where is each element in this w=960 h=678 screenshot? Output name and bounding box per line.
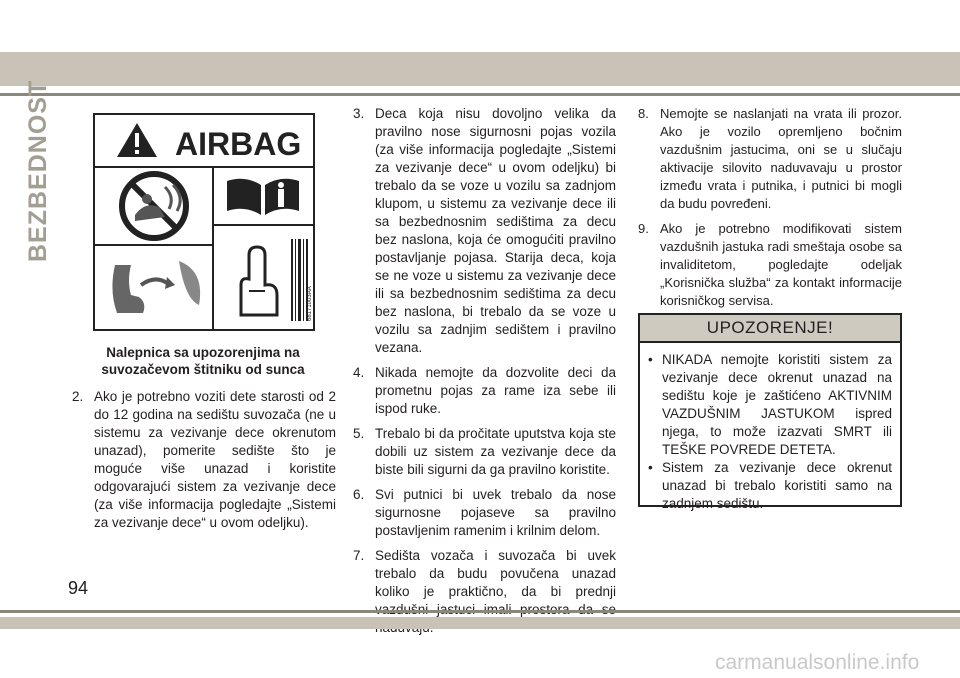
warning-bullet-text: Sistem za vezivanje dece okrenut unazad bi trebalo koristiti samo na zadnjem sedištu. (662, 460, 892, 511)
item-number: 9. (638, 221, 649, 236)
list-item (353, 105, 616, 357)
warning-bullet (648, 459, 892, 513)
item-number: 8. (638, 106, 649, 121)
figure-caption (72, 344, 334, 378)
item-text: Ako je potrebno modifikovati sistem vazdušnih jastuka radi smeštaja osobe sa invaliditetom, pogledajte odeljak „Korisnička služba“ za kontakt informacije korisničkog servisa. (660, 221, 902, 308)
list-item (638, 220, 902, 310)
section-title: BEZBEDNOST (24, 79, 52, 262)
list-item (72, 388, 336, 532)
caption-line-2: suvozačevom štitniku od sunca (101, 362, 305, 377)
warning-box (638, 313, 902, 511)
item-number: 5. (353, 426, 365, 441)
no-rear-facing-child-seat-icon (122, 174, 186, 238)
list-item (638, 105, 902, 213)
barcode-number: 68171003AA (307, 286, 313, 321)
barcode (291, 239, 308, 321)
page-number: 94 (68, 578, 89, 598)
item-text: Nikada nemojte da dozvolite deci da prometnu pojas za rame iza sebe ili ispod ruke. (375, 365, 616, 416)
airbag-label-title: AIRBAG (175, 126, 302, 162)
column-left (72, 388, 336, 539)
item-text: Trebalo bi da pročitate uputstva koja ste dobili uz sistem za vezivanje dece da biste bili sigurni da ga pravilno koristite. (375, 426, 616, 477)
item-text: Ako je potrebno voziti dete starosti od 2 do 12 godina na sedištu suvozača (ne u sistemu za vezivanje dece okrenutom unazad), pomerite sedište što je moguće više unazad i koristite odgovarajući sistem za vezivanje dece (za više informacija pogledajte „Sistemi za vezivanje dece“ u ovom odeljku). (94, 389, 336, 530)
footer-rule (0, 610, 960, 613)
header-rule (0, 93, 960, 96)
warning-body (640, 343, 900, 513)
warning-title: UPOZORENJE! (640, 315, 900, 343)
item-number: 6. (353, 487, 365, 502)
header-band (0, 52, 960, 86)
bullet-icon: • (648, 352, 653, 367)
watermark: carmanualsonline.info (715, 651, 920, 674)
caption-line-1: Nalepnica sa upozorenjima na (106, 345, 300, 360)
column-right (638, 105, 902, 317)
read-manual-icon (227, 179, 299, 215)
warning-bullet-text: NIKADA nemojte koristiti sistem za vezivanje dece okrenut unazad na sedištu koje je zaštićeno AKTIVNIM VAZDUŠNIM JASTUKOM ispred njega, to može izazvati SMRT ili TEŠKE POVREDE DETETA. (662, 352, 892, 457)
list-item (353, 486, 616, 540)
column-middle (353, 105, 616, 644)
warning-bullet (648, 351, 892, 459)
item-number: 2. (72, 389, 84, 404)
list-item (353, 364, 616, 418)
airbag-label-graphic (95, 115, 313, 329)
item-number: 7. (353, 548, 365, 563)
item-text: Svi putnici bi uvek trebalo da nose sigurnosne pojaseve sa pravilno postavljenim ramenim i krilnim delom. (375, 487, 616, 538)
item-number: 4. (353, 365, 365, 380)
item-text: Deca koja nisu dovoljno velika da pravilno nose sigurnosni pojas vozila (za više informacija pogledajte „Sistemi za vezivanje dece“ u ovom odeljku) bi trebalo da se voze u vozilu sa zadnjom klupom, u sistemu za vezivanje dece ili sa bezbednosnim sedištima za decu bez naslona, koja će omogućiti pravilno postavljanje pojasa. Starija deca, koja se ne voze u sistemu za vezivanje dece ili sa bezbednosnim sedištima za decu bez naslona, bi trebalo da se voze u vozilu sa zadnjim sedištem i pravilno vezana. (375, 106, 616, 355)
item-text: Sedišta vozača i suvozača bi uvek trebalo da budu povučena unazad koliko je praktično, da bi prednji (375, 548, 616, 599)
list-item (353, 425, 616, 479)
seat-airbag-icon (112, 261, 200, 313)
airbag-label-figure (93, 113, 315, 331)
bullet-icon: • (648, 460, 653, 475)
item-text: Nemojte se naslanjati na vrata ili prozor. Ako je vozilo opremljeno bočnim vazdušnim jastucima, oni se u slučaju aktivacije silovito naduvavaju u prostor između vrata i putnika, i putnici bi mogli da budu povređeni. (660, 106, 902, 211)
hand-gesture-icon (241, 247, 277, 315)
footer-band (0, 617, 960, 629)
item-number: 3. (353, 106, 365, 121)
